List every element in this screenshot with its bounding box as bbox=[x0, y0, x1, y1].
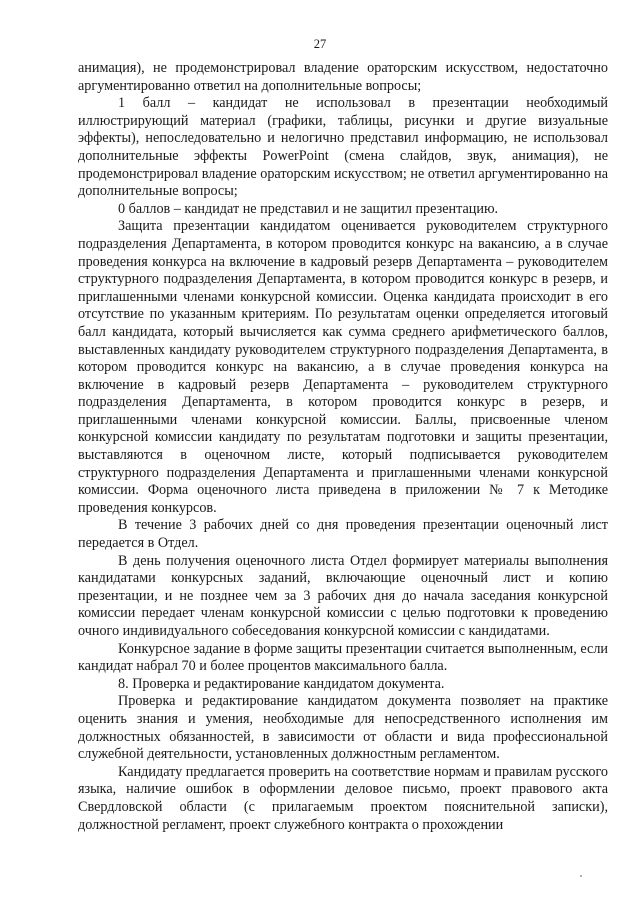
paragraph-score-1: 1 балл – кандидат не использовал в презентации необходимый иллюстрирующий материал (графики, таблицы, рисунки и другие визуальные эффекты), непоследовательно и нелогично представил информацию, не использовал дополнительные эффекты PowerPoint (смена слайдов, звук, анимация), не продемонстрировал владение ораторским искусством; не ответил аргументированно на дополнительные вопросы; bbox=[78, 95, 608, 200]
paragraph-editing-purpose: Проверка и редактирование кандидатом документа позволяет на практике оценить знания и умения, необходимые для непосредственного исполнения им должностных обязанностей, в зависимости от области и вида профессиональной служебной деятельности, установленных должностным регламентом. bbox=[78, 693, 608, 763]
document-body bbox=[78, 60, 608, 834]
paragraph-transfer: В течение 3 рабочих дней со дня проведения презентации оценочный лист передается в Отдел. bbox=[78, 517, 608, 552]
paragraph-materials: В день получения оценочного листа Отдел формирует материалы выполнения кандидатами конкурсных заданий, включающие оценочный лист и копию презентации, и не позднее чем за 3 рабочих дня до начала заседания конкурсной комиссии передает членам конкурсной комиссии с целью подготовки к проведению очного индивидуального собеседования конкурсной комиссии с кандидатами. bbox=[78, 552, 608, 639]
paragraph-score-0: 0 баллов – кандидат не представил и не защитил презентацию. bbox=[118, 200, 499, 217]
section-heading-8: 8. Проверка и редактирование кандидатом документа. bbox=[118, 675, 445, 692]
paragraph-continuation: анимация), не продемонстрировал владение ораторским искусством, недостаточно аргументированно ответил на дополнительные вопросы; bbox=[78, 60, 608, 94]
scan-dot bbox=[580, 875, 582, 877]
paragraph-editing-task: Кандидату предлагается проверить на соответствие нормам и правилам русского языка, наличие ошибок в оформлении деловое письмо, проект правового акта Свердловской области (с прилагаемым проектом пояснительной записки), должностной регламент, проект служебного контракта о прохождении bbox=[78, 763, 608, 833]
page-number: 27 bbox=[313, 37, 327, 51]
paragraph-evaluation: Защита презентации кандидатом оценивается руководителем структурного подразделения Департамента, в котором проводится конкурс на вакансию, а в случае проведения конкурса на включение в кадровый резерв Департамента – руководителем структурного подразделения Департамента, в котором проводится конкурс в резерв, и приглашенными членами конкурсной комиссии. Оценка кандидата происходит в его отсутствие по указанным критериям. По результатам оценки определяется итоговый балл кандидата, который вычисляется как сумма среднего арифметического баллов, выставленных кандидату руководителем структурного подразделения Департамента, в котором проводится конкурс на вакансию, а в случае проведения конкурса на включение в кадровый резерв Департамента – руководителем структурного подразделения Департамента, в котором проводится конкурс в резерв, и приглашенными членами конкурсной комиссии. Баллы, присвоенные членом конкурсной комиссии кандидату по результатам подготовки и защиты презентации, выставляются в оценочном листе, который подписывается руководителем структурного подразделения Департамента и приглашенными членами конкурсной комиссии. Форма оценочного листа приведена в приложении № 7 к Методике проведения конкурсов. bbox=[78, 218, 608, 516]
paragraph-threshold: Конкурсное задание в форме защиты презентации считается выполненным, если кандидат набрал 70 и более процентов максимального балла. bbox=[78, 640, 608, 675]
